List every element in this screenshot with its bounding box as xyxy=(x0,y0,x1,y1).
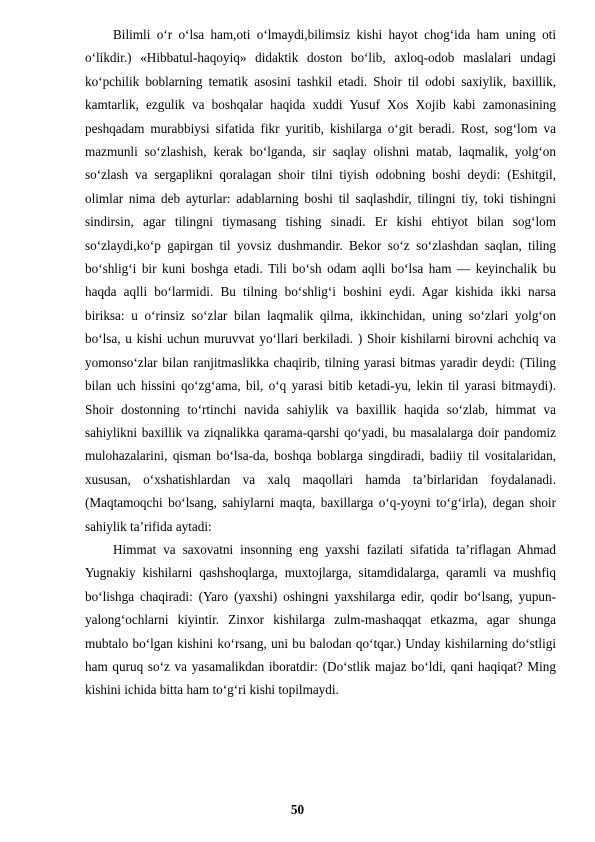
paragraph-1: Bilimli o‘r o‘lsa ham,oti o‘lmaydi,bilimsiz kishi hayot chog‘ida ham uning oti o‘likdir.) «Hibbatul-haqoyiq» didaktik doston bo‘lib, axloq-odob maslalari undagi ko‘pchilik boblarning tematik asosini tashkil etadi. Shoir til odobi saxiylik, baxillik, kamtarlik, ezgulik va boshqalar haqida xuddi Yusuf Xos Xojib kabi zamonasining peshqadam murabbiysi sifatida fikr yuritib, kishilarga o‘git beradi. Rost, sog‘lom va mazmunli so‘zlashish, kerak bo‘lganda, sir saqlay olishni matab, laqmalik, yolg‘on so‘zlash va sergaplikni qoralagan shoir tilni tiyish odobning boshi deydi: (Eshitgil, olimlar nima deb ayturlar: adablarning boshi til saqlashdir, tilingni tiy, toki tishingni sindirsin, agar tilingni tiymasang tishing sinadi. Er kishi ehtiyot bilan sog‘lom so‘zlaydi,ko‘p gapirgan til yovsiz dushmandir. Bekor so‘z so‘zlashdan saqlan, tiling bo‘shlig‘i bir kuni boshga etadi. Tili bo‘sh odam aqlli bo‘lsa ham — keyinchalik bu haqda aqlli bo‘larmidi. Bu tilning bo‘shlig‘i boshini eydi. Agar kishida ikki narsa biriksa: u o‘rinsiz so‘zlar bilan laqmalik qilma, ikkinchidan, uning so‘zlari yolg‘on bo‘lsa, u kishi uchun muruvvat yo‘llari berkiladi. ) Shoir kishilarni birovni achchiq va yomonso‘zlar bilan ranjitmaslikka chaqirib, tilning yarasi bitmas yaradir deydi: (Tiling bilan uch hissini qo‘zg‘ama, bil, o‘q yarasi bitib ketadi-yu, lekin til yarasi bitmaydi). Shoir dostonning to‘rtinchi navida sahiylik va baxillik haqida so‘zlab, himmat va sahiylikni baxillik va ziqnalikka qarama-qarshi qo‘yadi, bu masalalarga doir pandomiz mulohazalarini, qisman bo‘lsa-da, boshqa boblarga singdiradi, badiiy til vositalaridan, xususan, o‘xshatishlardan va xalq maqollari hamda ta’birlaridan foydalanadi. (Maqtamoqchi bo‘lsang, sahiylarni maqta, baxillarga o‘q-yoyni to‘g‘irla), degan shoir sahiylik ta’rifida aytadi: xyxy=(85,27,556,534)
page-number: 50 xyxy=(290,802,305,817)
paragraph-2: Himmat va saxovatni insonning eng yaxshi fazilati sifatida ta’riflagan Ahmad Yugnakiy kishilarni qashshoqlarga, muxtojlarga, sitamdidalarga, qaramli va mushfiq bo‘lishga chaqiradi: (Yaro (yaxshi) oshingni yaxshilarga edir, qodir bo‘lsang, yupun- yalong‘ochlarni kiyintir. Zinxor kishilarga zulm-mashaqqat etkazma, agar shunga mubtalo bo‘lgan kishini ko‘rsang, uni bu balodan qo‘tqar.) Unday kishilarning do‘stligi ham quruq so‘z va yasamalikdan iboratdir: (Do‘stlik majaz bo‘ldi, qani haqiqat? Ming kishini ichida bitta ham to‘g‘ri kishi topilmaydi. xyxy=(85,541,556,698)
document-page xyxy=(85,23,556,702)
